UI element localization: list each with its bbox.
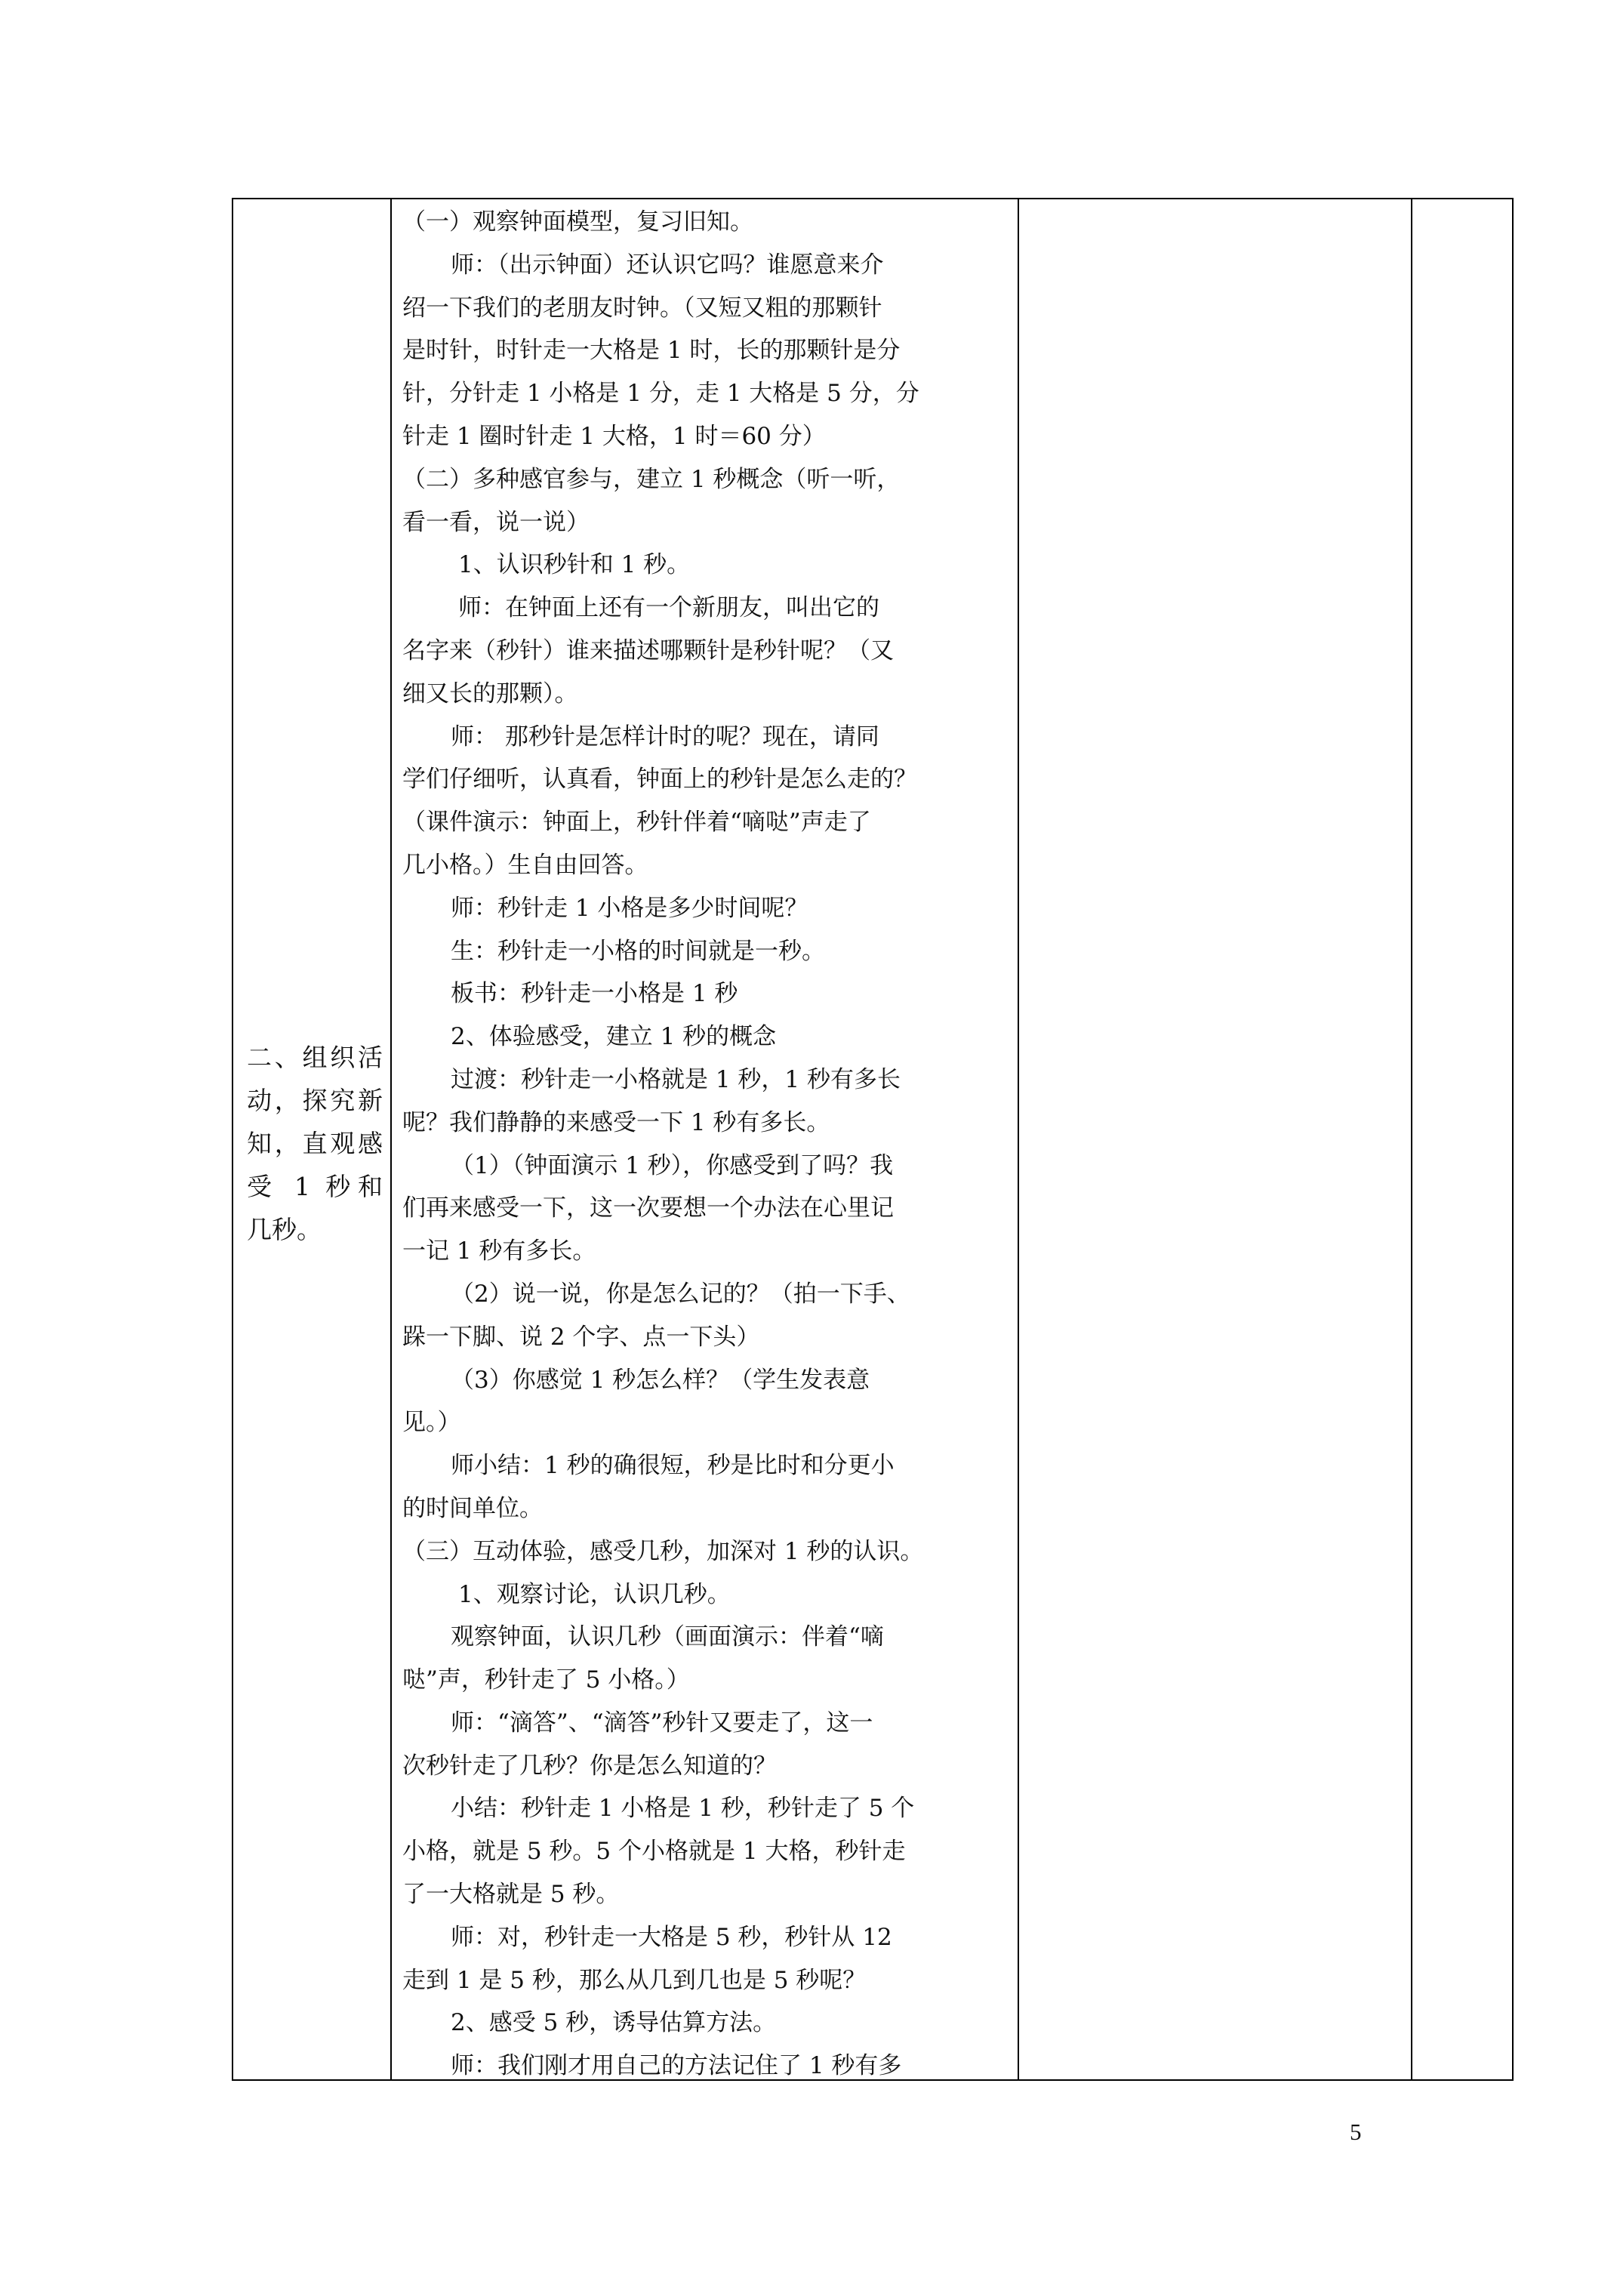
content-line: 一记 1 秒有多长。 [402,1237,596,1265]
section-label-line: 受 1 秒和 [247,1172,383,1201]
remarks-cell [1412,199,1512,2079]
content-line: 次秒针走了几秒？你是怎么知道的？ [402,1752,777,1780]
content-line: 师：我们刚才用自己的方法记住了 1 秒有多 [451,2052,902,2080]
content-line: 师小结：1 秒的确很短，秒是比时和分更小 [451,1452,895,1480]
content-line: 师：对，秒针走一大格是 5 秒，秒针从 12 [451,1923,892,1951]
content-line: 呢？我们静静的来感受一下 1 秒有多长。 [402,1108,830,1136]
page-number: 5 [1350,2119,1362,2145]
section-label-line: 知，直观感 [247,1129,383,1158]
content-line: 几小格。）生自由回答。 [402,851,648,879]
content-line: 2、体验感受，建立 1 秒的概念 [451,1023,777,1051]
content-line: 针，分针走 1 小格是 1 分，走 1 大格是 5 分，分 [402,380,919,408]
content-line: 走到 1 是 5 秒，那么从几到几也是 5 秒呢？ [402,1966,867,1994]
content-line: 板书：秒针走一小格是 1 秒 [451,980,738,1008]
content-line: 看一看，说一说） [402,508,590,536]
content-line: 跺一下脚、说 2 个字、点一下头） [402,1323,760,1351]
content-line: 1、观察讨论，认识几秒。 [458,1580,731,1608]
content-line: 了一大格就是 5 秒。 [402,1881,620,1909]
content-line: 师： 那秒针是怎样计时的呢？现在，请同 [451,723,879,750]
lesson-plan-table [232,198,1514,2081]
content-line: （三）互动体验，感受几秒，加深对 1 秒的认识。 [402,1537,924,1565]
section-label-cell [233,1036,392,1251]
content-line: （2）说一说，你是怎么记的？（拍一下手、 [451,1280,910,1308]
content-line: 的时间单位。 [402,1494,543,1522]
content-line: 学们仔细听，认真看，钟面上的秒针是怎么走的？ [402,766,917,794]
content-line: 小格，就是 5 秒。5 个小格就是 1 大格，秒针走 [402,1838,906,1866]
section-label-line: 动，探究新 [247,1086,383,1115]
content-line: 师：秒针走 1 小格是多少时间呢？ [451,894,808,922]
content-line: 见。） [402,1409,461,1437]
content-line: 绍一下我们的老朋友时钟。（又短又粗的那颗针 [402,294,882,322]
content-line: （一）观察钟面模型，复习旧知。 [402,208,753,236]
content-line: 观察钟面，认识几秒（画面演示：伴着“嘀 [451,1623,884,1651]
content-line: 生：秒针走一小格的时间就是一秒。 [451,937,825,965]
content-line: 细又长的那颗）。 [402,680,578,707]
section-label-line: 二、组织活 [247,1043,383,1072]
content-line: 哒”声，秒针走了 5 小格。） [402,1666,690,1694]
content-line: 小结：秒针走 1 小格是 1 秒，秒针走了 5 个 [451,1795,915,1823]
content-line: （1）（钟面演示 1 秒），你感受到了吗？我 [451,1151,894,1179]
content-line: 师：在钟面上还有一个新朋友，叫出它的 [458,594,879,622]
content-line: （课件演示：钟面上，秒针伴着“嘀哒”声走了 [402,809,871,837]
content-line: （3）你感觉 1 秒怎么样？（学生发表意 [451,1366,870,1394]
content-line: 名字来（秒针）谁来描述哪颗针是秒针呢？（又 [402,636,894,664]
content-line: （二）多种感官参与，建立 1 秒概念（听一听， [402,465,901,493]
content-line: 2、感受 5 秒，诱导估算方法。 [451,2009,777,2037]
content-line: 师：“滴答”、“滴答”秒针又要走了，这一 [451,1709,873,1737]
content-line: 们再来感受一下，这一次要想一个办法在心里记 [402,1194,894,1222]
content-line: 师：（出示钟面）还认识它吗？谁愿意来介 [451,251,884,279]
content-line: 针走 1 圈时针走 1 大格，1 时＝60 分） [402,422,826,450]
content-line: 是时针，时针走一大格是 1 时，长的那颗针是分 [402,337,901,365]
content-line: 过渡：秒针走一小格就是 1 秒，1 秒有多长 [451,1065,901,1093]
notes-cell [1019,199,1411,2079]
lesson-content-cell [392,201,1019,2088]
content-line: 1、认识秒针和 1 秒。 [458,551,691,579]
section-label-line: 几秒。 [247,1215,322,1244]
